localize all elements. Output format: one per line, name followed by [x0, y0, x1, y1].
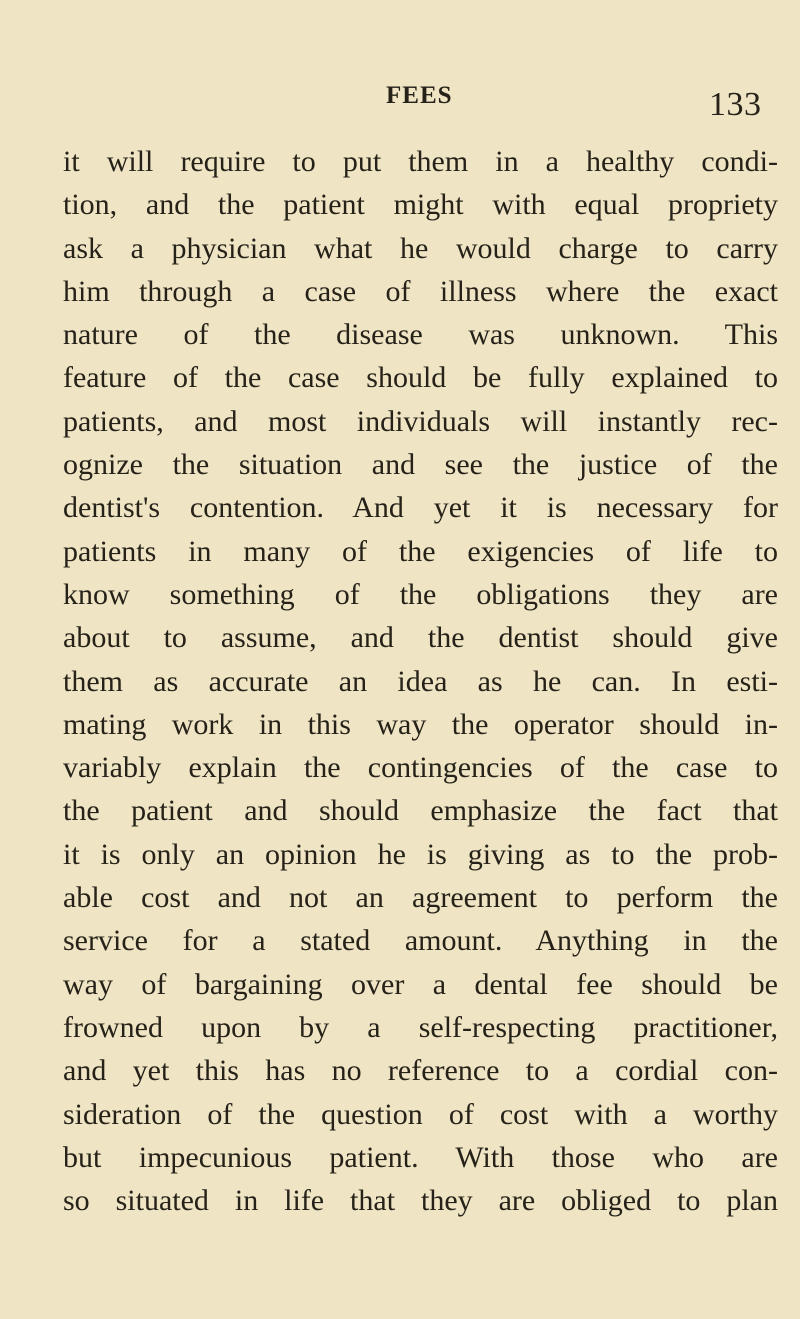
text-line: patients, and most individuals will instantly rec-: [63, 404, 778, 438]
text-line: nature of the disease was unknown. This: [63, 318, 778, 352]
text-line: way of bargaining over a dental fee should be: [63, 967, 778, 1001]
text-line: dentist's contention. And yet it is necessary for: [63, 491, 778, 525]
running-title: FEES: [386, 82, 453, 109]
text-line: variably explain the contingencies of the case to: [63, 751, 778, 785]
text-line: it will require to put them in a healthy condi-: [63, 145, 778, 178]
text-line: and yet this has no reference to a cordial con-: [63, 1054, 778, 1088]
body-text: [63, 140, 778, 1222]
text-line: but impecunious patient. With those who are: [63, 1140, 778, 1174]
text-line: sideration of the question of cost with a worthy: [63, 1097, 778, 1131]
text-line: ask a physician what he would charge to carry: [63, 231, 778, 265]
text-line: patients in many of the exigencies of life to: [63, 534, 778, 568]
text-line: tion, and the patient might with equal propriety: [63, 188, 778, 222]
text-line: able cost and not an agreement to perform the: [63, 881, 778, 915]
text-line: frowned upon by a self-respecting practitioner,: [63, 1010, 778, 1044]
page-number: 133: [709, 86, 762, 123]
text-line: feature of the case should be fully explained to: [63, 361, 778, 395]
text-line: the patient and should emphasize the fact that: [63, 794, 778, 828]
text-line: it is only an opinion he is giving as to the prob-: [63, 837, 778, 871]
text-line: them as accurate an idea as he can. In esti-: [63, 664, 778, 698]
text-line: about to assume, and the dentist should give: [63, 621, 778, 655]
text-line: know something of the obligations they are: [63, 577, 778, 611]
running-head: [0, 82, 800, 122]
text-line: ognize the situation and see the justice of the: [63, 448, 778, 482]
text-line: mating work in this way the operator should in-: [63, 707, 778, 741]
text-line: him through a case of illness where the exact: [63, 274, 778, 308]
text-line: service for a stated amount. Anything in the: [63, 924, 778, 958]
text-line: so situated in life that they are obliged to plan: [63, 1184, 778, 1218]
